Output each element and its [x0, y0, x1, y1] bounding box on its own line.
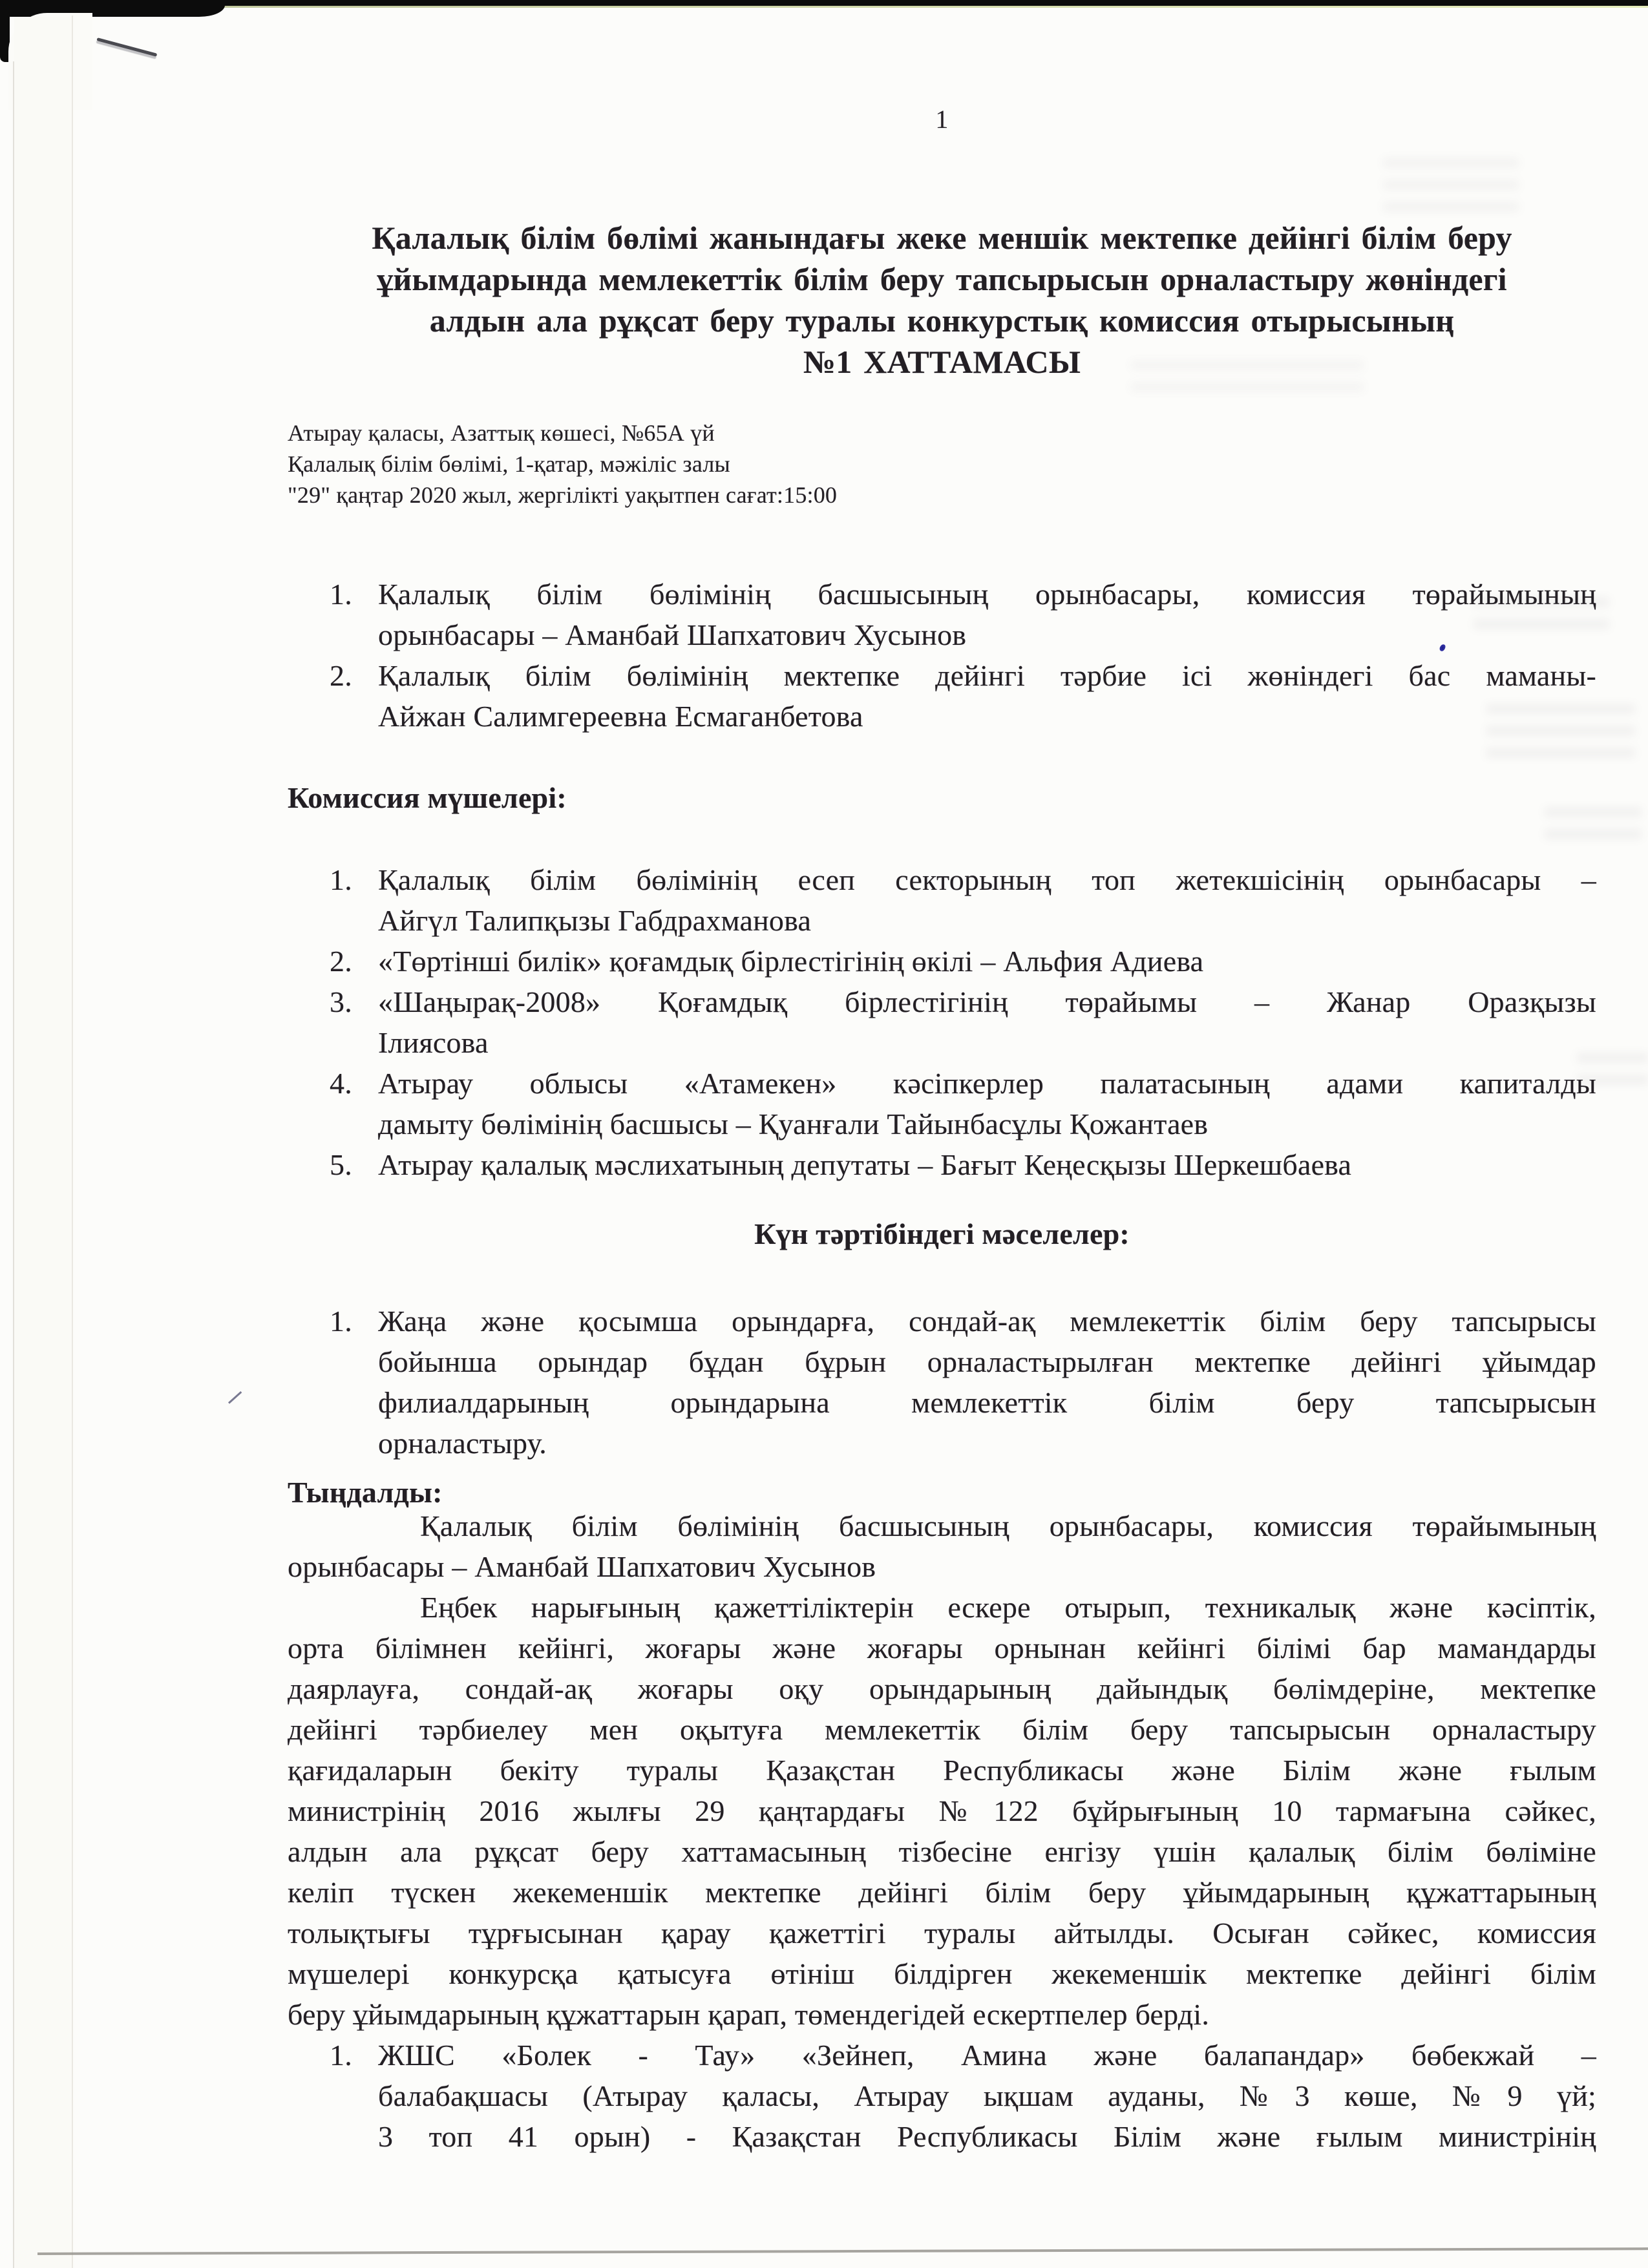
agenda-list — [288, 1301, 1596, 1464]
list-item — [288, 859, 1596, 941]
text-line: даярлауға, сондай-ақ жоғары оқу орындарының дайындық бөлімдеріне, мектепке — [288, 1672, 1596, 1705]
text-line: мүшелері конкурсқа қатысуға өтініш білдірген жекеменшік мектепке дейінгі білім — [288, 1957, 1596, 1990]
list-item — [288, 941, 1596, 982]
page-bottom-edge-line — [37, 2247, 1648, 2255]
text-line: Атырау қаласы, Азаттық көшесі, №65А үй — [288, 420, 715, 446]
text-line: Ілиясова — [378, 1026, 489, 1059]
list-item — [288, 1063, 1596, 1144]
bleed-through-ghost — [1383, 158, 1519, 220]
item-number: 1. — [330, 863, 352, 896]
hearing-section-heading: Тыңдалды: — [288, 1476, 443, 1509]
item-number: 2. — [330, 945, 352, 978]
scanner-corner-black — [0, 0, 225, 17]
text-line: орта білімнен кейінгі, жоғары және жоғары орнынан кейінгі білімі бар мамандарды — [288, 1632, 1596, 1664]
text-line: Қалалық білім бөлімінің мектепке дейінгі тәрбие ісі жөніндегі бас маманы- — [378, 659, 1596, 692]
text-line: Қалалық білім бөлімінің басшысының орынбасары, комиссия төрайымының — [378, 578, 1596, 611]
text-line: №1 ХАТТАМАСЫ — [803, 344, 1081, 380]
meeting-info — [288, 417, 1596, 510]
hearing-paragraph — [288, 1587, 1596, 2035]
item-number: 1. — [330, 2039, 352, 2072]
text-line: орынбасары – Аманбай Шапхатович Хусынов — [288, 1550, 876, 1583]
text-line: келіп түскен жекеменшік мектепке дейінгі білім беру ұйымдарының құжаттарының — [288, 1876, 1596, 1909]
text-line: ұйымдарында мемлекеттік білім беру тапсырысын орналастыру жөніндегі — [377, 261, 1507, 297]
members-section-heading: Комиссия мүшелері: — [288, 781, 567, 814]
item-number: 2. — [330, 659, 352, 692]
scanner-edge-strip — [0, 0, 1648, 6]
text-line: Атырау қалалық мәслихатының депутаты – Бағыт Кеңесқызы Шеркешбаева — [378, 1148, 1352, 1181]
staple-mark — [96, 37, 157, 57]
list-item — [288, 982, 1596, 1063]
text-line: министрінің 2016 жылғы 29 қаңтардағы №122 бұйрығының 10 тармағына сәйкес, — [288, 1794, 1596, 1827]
item-number: 3. — [330, 985, 352, 1018]
text-line: алдын ала рұқсат беру туралы конкурстық комиссия отырысының — [429, 302, 1455, 339]
text-line: «Төртінші билік» қоғамдық бірлестігінің өкілі – Альфия Адиева — [378, 945, 1204, 978]
list-item — [288, 655, 1596, 737]
list-item — [288, 2035, 1596, 2157]
text-line: беру ұйымдарының құжаттарын қарап, төмендегідей ескертпелер берді. — [288, 1998, 1210, 2031]
participants-list — [288, 574, 1596, 737]
page-number: 1 — [935, 105, 949, 134]
members-list — [288, 859, 1596, 1185]
agenda-section-heading: Күн тәртібіндегі мәселелер: — [754, 1217, 1130, 1250]
pen-slash-mark — [228, 1391, 242, 1404]
text-line: орынбасары – Аманбай Шапхатович Хусынов — [378, 618, 967, 651]
text-line: дейінгі тәрбиелеу мен оқытуға мемлекеттік білім беру тапсырысын орналастыру — [288, 1713, 1596, 1746]
page-edge-line — [72, 16, 73, 2268]
hearing-paragraph — [288, 1506, 1596, 1587]
text-line: алдын ала рұқсат беру хаттамасының тізбесіне енгізу үшін қалалық білім бөліміне — [288, 1835, 1596, 1868]
text-line: Айгүл Талипқызы Габдрахманова — [378, 904, 812, 937]
text-line: Қалалық білім бөлімі жанындағы жеке меншік мектепке дейінгі білім беру — [372, 220, 1512, 256]
text-line: филиалдарының орындарына мемлекеттік білім беру тапсырысын — [378, 1386, 1596, 1419]
text-line: 3 топ 41 орын) - Қазақстан Республикасы Білім және ғылым министрінің — [378, 2120, 1596, 2153]
item-number: 5. — [330, 1148, 352, 1181]
item-number: 4. — [330, 1067, 352, 1100]
list-item — [288, 1301, 1596, 1464]
text-line: Қалалық білім бөлімінің басшысының орынбасары, комиссия төрайымының — [420, 1509, 1596, 1542]
text-line: дамыту бөлімінің басшысы – Қуанғали Тайынбасұлы Қожантаев — [378, 1108, 1209, 1140]
item-number: 1. — [330, 1305, 352, 1338]
text-line: Қалалық білім бөлімі, 1-қатар, мәжіліс залы — [288, 451, 730, 477]
text-line: ЖШС «Болек - Тау» «Зейнеп, Амина және балапандар» бөбекжай – — [378, 2039, 1596, 2072]
text-line: балабақшасы (Атырау қаласы, Атырау ықшам ауданы, №3 көше, №9 үй; — [378, 2079, 1596, 2112]
document-title — [288, 217, 1596, 383]
text-line: Қалалық білім бөлімінің есеп секторының топ жетекшісінің орынбасары – — [378, 863, 1596, 896]
scanner-edge-green-line — [0, 6, 1648, 8]
text-line: Айжан Салимгереевна Есмаганбетова — [378, 700, 863, 733]
text-line: орналастыру. — [378, 1427, 547, 1460]
text-line: Жаңа және қосымша орындарға, сондай-ақ мемлекеттік білім беру тапсырысы — [378, 1305, 1596, 1338]
text-line: Атырау облысы «Атамекен» кәсіпкерлер палатасының адами капиталды — [378, 1067, 1596, 1100]
text-line: қағидаларын бекіту туралы Қазақстан Республикасы және Білім және ғылым — [288, 1754, 1596, 1787]
list-item — [288, 1144, 1596, 1185]
text-line: толықтығы тұрғысынан қарау қажеттігі туралы айтылды. Осыған сәйкес, комиссия — [288, 1916, 1596, 1949]
remarks-list — [288, 2035, 1596, 2157]
text-line: "29" қаңтар 2020 жыл, жергілікті уақытпен сағат:15:00 — [288, 482, 838, 508]
list-item — [288, 574, 1596, 655]
text-line: «Шаңырақ-2008» Қоғамдық бірлестігінің төрайымы – Жанар Оразқызы — [378, 985, 1596, 1018]
text-line: бойынша орындар бұдан бұрын орналастырылған мектепке дейінгі ұйымдар — [378, 1345, 1596, 1378]
text-line: Еңбек нарығының қажеттіліктерін ескере отырып, техникалық және кәсіптік, — [420, 1591, 1596, 1624]
item-number: 1. — [330, 578, 352, 611]
scanner-bed-area — [14, 17, 72, 2268]
